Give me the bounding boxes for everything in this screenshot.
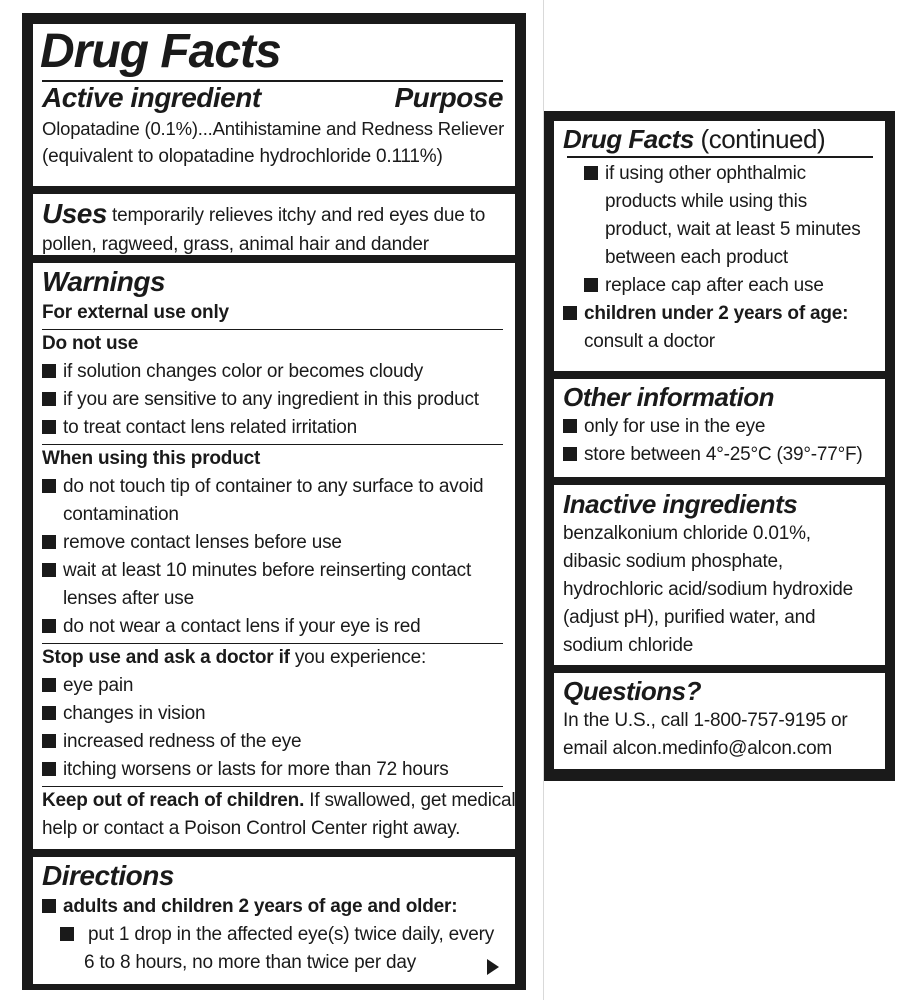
other-information-section: [554, 379, 885, 477]
children-under-2: children under 2 years of age:: [563, 300, 873, 328]
inactive-line: benzalkonium chloride 0.01%,: [563, 523, 811, 544]
directions-dose-cont: 6 to 8 hours, no more than twice per day: [84, 952, 417, 973]
directions-dose: put 1 drop in the affected eye(s) twice daily, every: [42, 921, 503, 949]
stop-use-item: eye pain: [42, 672, 503, 700]
active-purpose-header: [42, 81, 503, 115]
when-using-item: wait at least 10 minutes before reinserting contact: [42, 557, 503, 585]
stop-use-item: itching worsens or lasts for more than 72 hours: [42, 756, 503, 784]
bullet-square-icon: [584, 278, 598, 292]
drug-facts-panel-left: [22, 13, 526, 990]
bullet-square-icon: [42, 479, 56, 493]
other-item: only for use in the eye: [563, 413, 873, 441]
active-ingredient-line: Olopatadine (0.1%)...Antihistamine and Redness Reliever: [42, 118, 505, 139]
warnings-section: [33, 263, 515, 849]
drug-facts-continued-title: Drug Facts (continued): [563, 124, 826, 154]
directions-heading: Directions: [42, 860, 174, 891]
keep-out-line-1: Keep out of reach of children. If swallowed, get medical: [42, 790, 516, 811]
other-item: store between 4°-25°C (39°-77°F): [563, 441, 873, 469]
bullet-square-icon: [42, 619, 56, 633]
uses-line-2: pollen, ragweed, grass, animal hair and dander: [42, 234, 429, 255]
when-using-item: remove contact lenses before use: [42, 529, 503, 557]
uses-text-1: temporarily relieves itchy and red eyes due to: [112, 205, 486, 226]
when-using-item: do not touch tip of container to any surface to avoid: [42, 473, 503, 501]
bullet-square-icon: [42, 364, 56, 378]
do-not-use-heading: Do not use: [42, 333, 139, 354]
bullet-square-icon: [42, 563, 56, 577]
when-using-item-cont: contamination: [63, 504, 179, 525]
active-ingredient-section: [33, 24, 515, 186]
questions-section: [554, 673, 885, 769]
drug-facts-panel-right: [544, 111, 895, 781]
continued-item-cont: product, wait at least 5 minutes: [605, 219, 861, 240]
questions-heading: Questions?: [563, 676, 702, 706]
warnings-heading: Warnings: [42, 266, 166, 297]
continued-rule: [567, 156, 873, 158]
bullet-square-icon: [42, 420, 56, 434]
bullet-square-icon: [42, 392, 56, 406]
bullet-square-icon: [42, 734, 56, 748]
drug-facts-title: Drug Facts: [40, 25, 281, 78]
bullet-square-icon: [60, 927, 74, 941]
do-not-use-item: to treat contact lens related irritation: [42, 414, 503, 442]
do-not-use-item: if you are sensitive to any ingredient in this product: [42, 386, 503, 414]
stop-use-item: increased redness of the eye: [42, 728, 503, 756]
do-not-use-item: if solution changes color or becomes cloudy: [42, 358, 503, 386]
when-using-item: do not wear a contact lens if your eye is red: [42, 613, 503, 641]
continued-arrow-icon: [487, 959, 499, 975]
children-consult: consult a doctor: [584, 331, 715, 352]
inactive-ingredients-section: [554, 485, 885, 665]
bullet-square-icon: [42, 535, 56, 549]
continued-item: if using other ophthalmic: [567, 160, 873, 188]
uses-heading: Uses: [42, 198, 107, 229]
inactive-line: (adjust pH), purified water, and: [563, 607, 816, 628]
bullet-square-icon: [42, 706, 56, 720]
when-using-item-cont: lenses after use: [63, 588, 194, 609]
other-information-heading: Other information: [563, 382, 775, 412]
purpose-heading: Purpose: [394, 82, 503, 113]
continued-item: replace cap after each use: [567, 272, 873, 300]
bullet-square-icon: [42, 899, 56, 913]
bullet-square-icon: [563, 447, 577, 461]
uses-line-1: [42, 197, 503, 231]
continued-section: [554, 121, 885, 371]
continued-item-cont: between each product: [605, 247, 788, 268]
inactive-line: sodium chloride: [563, 635, 694, 656]
bullet-square-icon: [563, 306, 577, 320]
inactive-ingredients-heading: Inactive ingredients: [563, 489, 798, 519]
directions-adults: adults and children 2 years of age and older:: [42, 893, 503, 921]
keep-out-line-2: help or contact a Poison Control Center right away.: [42, 818, 461, 839]
bullet-square-icon: [584, 166, 598, 180]
when-using-heading: When using this product: [42, 448, 261, 469]
external-use-only: For external use only: [42, 302, 229, 323]
questions-email: email alcon.medinfo@alcon.com: [563, 738, 833, 759]
questions-phone: In the U.S., call 1-800-757-9195 or: [563, 710, 848, 731]
stop-use-heading: Stop use and ask a doctor if you experience:: [42, 647, 427, 668]
bullet-square-icon: [563, 419, 577, 433]
inactive-line: hydrochloric acid/sodium hydroxide: [563, 579, 853, 600]
active-ingredient-heading: Active ingredient: [42, 82, 261, 113]
directions-section: [33, 857, 515, 984]
bullet-square-icon: [42, 678, 56, 692]
active-ingredient-equivalent: (equivalent to olopatadine hydrochloride 0.111%): [42, 146, 443, 167]
inactive-line: dibasic sodium phosphate,: [563, 551, 783, 572]
stop-use-item: changes in vision: [42, 700, 503, 728]
uses-section: [33, 194, 515, 255]
bullet-square-icon: [42, 762, 56, 776]
continued-item-cont: products while using this: [605, 191, 807, 212]
